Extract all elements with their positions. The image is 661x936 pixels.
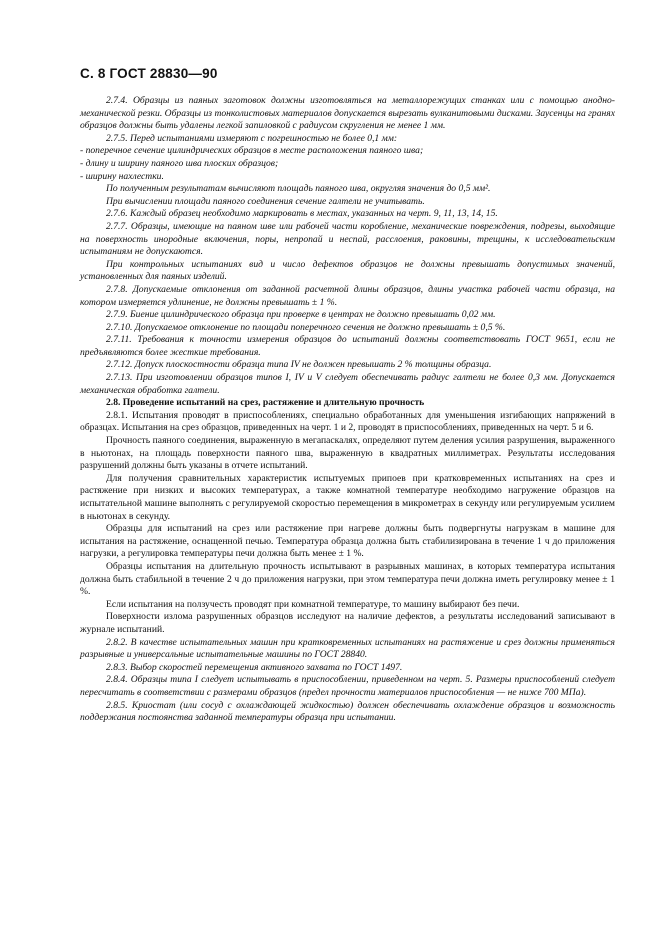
page-header: С. 8 ГОСТ 28830—90	[80, 66, 218, 81]
paragraph: - ширину нахлестки.	[80, 170, 164, 182]
paragraph: Образцы испытания на длительную прочность испытывают в разрывных машинах, в которых температура испытания должна быть стабильной в течение 2 ч до приложения нагрузки, при этом температура печи должна иметь регулировку менее ± 1 %.	[80, 560, 615, 598]
paragraph: 2.8.5. Криостат (или сосуд с охлаждающей жидкостью) должен обеспечивать охлаждение образцов и возможность поддержания постоянства заданной температуры образца при испытании.	[80, 699, 615, 724]
paragraph: 2.7.13. При изготовлении образцов типов I, IV и V следует обеспечивать радиус галтели не более 0,3 мм. Допускается механическая обработка галтели.	[80, 372, 615, 396]
paragraph: Для получения сравнительных характеристик испытуемых припоев при кратковременных испытаниях на срез и растяжение при низких и высоких температурах, а также комнатной температуре необходимо нагружение образцов на испытательной машине выполнять с регулируемой скоростью перемещения в микрометрах в секунду или регулируемым усилием в ньютонах в секунду.	[80, 472, 615, 522]
paragraph: Если испытания на ползучесть проводят при комнатной температуре, то машину выбирают без печи.	[106, 598, 520, 610]
document-body	[80, 95, 615, 725]
paragraph: 2.8. Проведение испытаний на срез, растяжение и длительную прочность	[106, 397, 425, 409]
paragraph: Поверхности излома разрушенных образцов исследуют на наличие дефектов, а результаты исследований записывают в журнале испытаний.	[80, 611, 615, 635]
paragraph: При контрольных испытаниях вид и число дефектов образцов не должны превышать допустимых значений, установленных для паяных изделий.	[80, 258, 615, 283]
paragraph: 2.8.1. Испытания проводят в приспособлениях, специально обработанных для уменьшения изгибающих напряжений в образцах. Испытания на срез образцов, приведенных на черт. 1 и 2, проводят в приспособлениях, приведенных на черт. 5 и 6.	[80, 409, 615, 434]
paragraph: 2.7.5. Перед испытаниями измеряют с погрешностью не более 0,1 мм:	[106, 132, 398, 144]
paragraph: При вычислении площади паяного соединения сечение галтели не учитывать.	[106, 195, 425, 207]
paragraph: 2.8.4. Образцы типа I следует испытывать в приспособлении, приведенном на черт. 5. Размеры приспособлений следует пересчитать в соответствии с размерами образцов (предел прочности материалов приспособления — не ниже 700 МПа).	[80, 674, 615, 698]
paragraph: По полученным результатам вычисляют площадь паяного шва, округляя значения до 0,5 мм².	[106, 183, 491, 195]
paragraph: Прочность паяного соединения, выраженную в мегапаскалях, определяют путем деления усилия разрушения, выраженного в ньютонах, на площадь поверхности паяного шва, выраженную в квадратных миллиметрах. Результаты исследования разрушений должны быть указаны в отчете испытаний.	[80, 435, 615, 472]
paragraph: 2.8.3. Выбор скоростей перемещения активного захвата по ГОСТ 1497.	[106, 661, 403, 673]
paragraph: - поперечное сечение цилиндрических образцов в месте расположения паяного шва;	[80, 145, 424, 157]
paragraph: 2.7.8. Допускаемые отклонения от заданной расчетной длины образцов, длины участка рабочей части образца, на котором измеряется удлинение, не должны превышать ± 1 %.	[80, 283, 615, 308]
paragraph: 2.7.10. Допускаемое отклонение по площади поперечного сечения не должно превышать ± 0,5 %.	[106, 321, 506, 333]
paragraph: 2.7.7. Образцы, имеющие на паяном шве или рабочей части коробление, механические повреждения, подрезы, выходящие на поверхность инородные включения, поры, непропай и неспай, расслоения, раковины, трещины, к исследовательским испытаниям не допускаются.	[80, 220, 615, 258]
paragraph: 2.7.11. Требования к точности измерения образцов до испытаний должны соответствовать ГОСТ 9651, если не предъявляются более жесткие требования.	[80, 334, 615, 358]
paragraph: 2.8.2. В качестве испытательных машин при кратковременных испытаниях на растяжение и срез должны применяться разрывные и универсальные испытательные машины по ГОСТ 28840.	[80, 636, 615, 661]
document-page	[80, 66, 615, 725]
paragraph: 2.7.4. Образцы из паяных заготовок должны изготовляться на металлорежущих станках или с помощью анодно-механической резки. Образцы из тонколистовых материалов допускается вырезать вулканитовыми дисками. Заусенцы на гранях образцов должны быть удалены легкой запиловкой с радиусом скругления не менее 1 мм.	[80, 95, 615, 132]
paragraph: - длину и ширину паяного шва плоских образцов;	[80, 157, 279, 169]
paragraph: Образцы для испытаний на срез или растяжение при нагреве должны быть подвергнуты нагрузкам в машине для испытания на растяжение, оснащенной печью. Температура образца должна быть стабилизирована в течение 1 ч до приложения нагрузки, а регулировка температуры печи должна быть менее ± 1 %.	[80, 523, 615, 560]
paragraph: 2.7.12. Допуск плоскостности образца типа IV не должен превышать 2 % толщины образца.	[106, 359, 492, 371]
paragraph: 2.7.6. Каждый образец необходимо маркировать в местах, указанных на черт. 9, 11, 13, 14, 15.	[106, 208, 498, 220]
paragraph: 2.7.9. Биение цилиндрического образца при проверке в центрах не должно превышать 0,02 мм.	[106, 309, 496, 321]
